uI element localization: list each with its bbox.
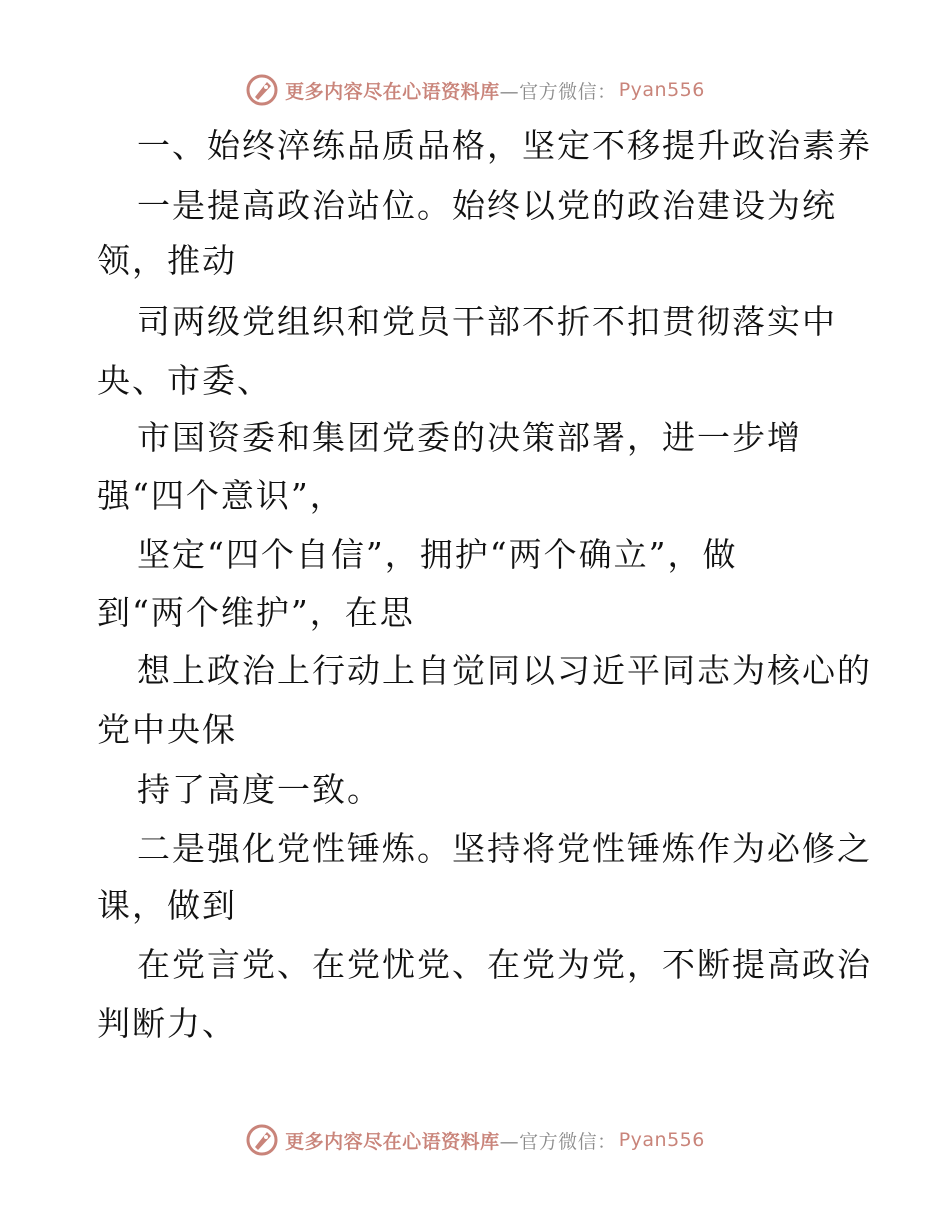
text-line: 坚定“四个自信”，拥护“两个确立”，做 — [137, 535, 738, 574]
text-line: 领，推动 — [97, 241, 237, 280]
text-line: 司两级党组织和党员干部不折不扣贯彻落实中 — [137, 302, 837, 341]
text-line: 在党言党、在党忧党、在党为党，不断提高政治 — [137, 945, 872, 984]
watermark-brand-text: 更多内容尽在心语资料库 — [285, 80, 500, 103]
watermark-separator-text: —官方微信： — [499, 80, 617, 103]
text-line: 二是强化党性锤炼。坚持将党性锤炼作为必修之 — [137, 829, 872, 868]
watermark-wechat-id: Pyan556 — [618, 79, 705, 101]
text-line: 判断力、 — [97, 1004, 237, 1043]
text-line: 一是提高政治站位。始终以党的政治建设为统 — [137, 186, 837, 225]
watermark-brand-text: 更多内容尽在心语资料库 — [285, 1130, 500, 1153]
text-line: 持了高度一致。 — [137, 770, 382, 809]
text-line: 想上政治上行动上自觉同以习近平同志为核心的 — [137, 651, 872, 690]
text-line: 党中央保 — [97, 710, 237, 749]
pen-nib-circle-icon — [245, 73, 279, 107]
text-line: 央、市委、 — [97, 361, 272, 400]
text-line: 课，做到 — [97, 886, 237, 925]
text-line: 市国资委和集团党委的决策部署，进一步增 — [137, 418, 802, 457]
heading-line: 一、始终淬练品质品格，坚定不移提升政治素养 — [137, 126, 872, 165]
text-line: 强“四个意识”， — [97, 476, 345, 515]
text-line: 到“两个维护”，在思 — [97, 593, 415, 632]
header-watermark — [0, 70, 950, 110]
watermark-wechat-id: Pyan556 — [618, 1129, 705, 1151]
footer-watermark — [0, 1120, 950, 1160]
pen-nib-circle-icon — [245, 1123, 279, 1157]
watermark-separator-text: —官方微信： — [499, 1130, 617, 1153]
